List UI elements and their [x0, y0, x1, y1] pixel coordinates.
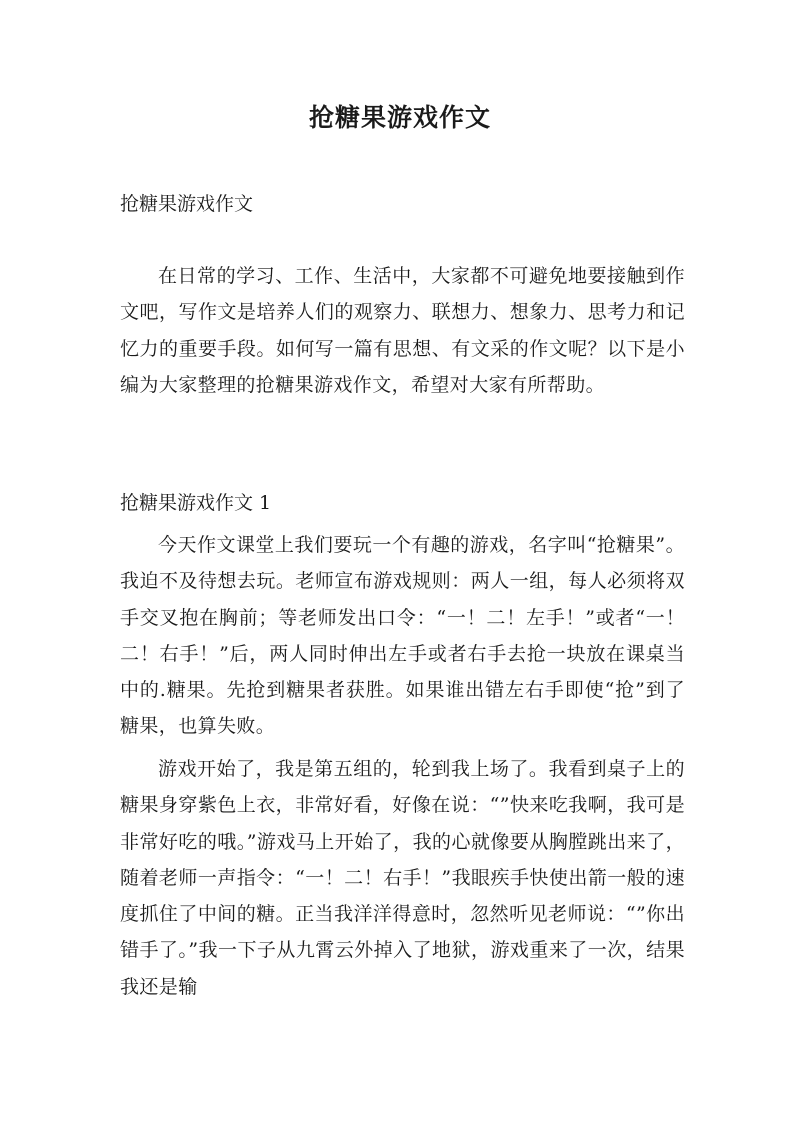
document-title: 抢糖果游戏作文 [308, 103, 491, 132]
intro-paragraph: 在日常的学习、工作、生活中，大家都不可避免地要接触到作文吧，写作文是培养人们的观察力、联想力、想象力、思考力和记忆力的重要手段。如何写一篇有思想、有文采的作文呢？以下是小编为大家整理的抢糖果游戏作文，希望对大家有所帮助。 [120, 265, 685, 396]
document-subtitle: 抢糖果游戏作文 [120, 193, 254, 215]
section-title: 抢糖果游戏作文 1 [120, 492, 272, 514]
body-paragraph: 今天作文课堂上我们要玩一个有趣的游戏，名字叫“抢糖果”。我迫不及待想去玩。老师宣布游戏规则：两人一组，每人必须将双手交叉抱在胸前；等老师发出口令：“一！二！左手！”或者“一！二！右手！”后，两人同时伸出左手或者右手去抢一块放在课桌当中的.糖果。先抢到糖果者获胜。如果谁出错左右手即使“抢”到了糖果，也算失败。 [120, 534, 685, 738]
body-paragraph: 游戏开始了，我是第五组的，轮到我上场了。我看到桌子上的糖果身穿紫色上衣，非常好看，好像在说：“”快来吃我啊，我可是非常好吃的哦。”游戏马上开始了，我的心就像要从胸膛跳出来了，随着老师一声指令：“一！二！右手！”我眼疾手快使出箭一般的速度抓住了中间的糖。正当我洋洋得意时，忽然听见老师说：“”你出错手了。”我一下子从九霄云外掉入了地狱，游戏重来了一次，结果我还是输 [120, 758, 685, 998]
